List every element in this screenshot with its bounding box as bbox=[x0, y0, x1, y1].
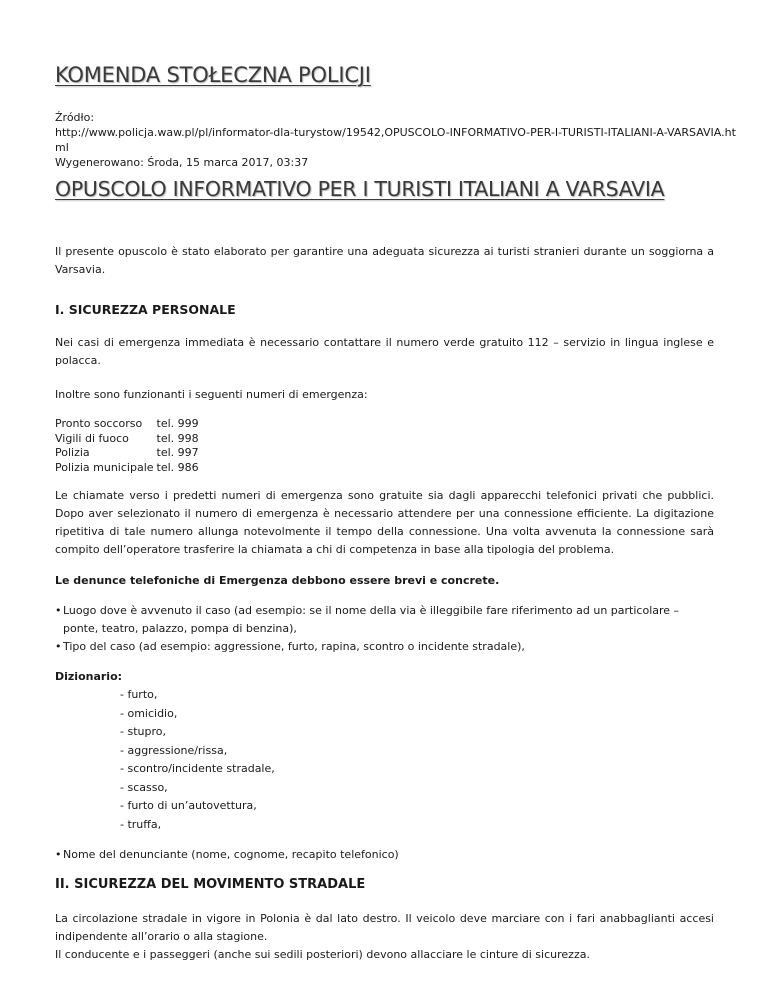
generated-timestamp: Wygenerowano: Środa, 15 marca 2017, 03:37 bbox=[55, 156, 309, 169]
list-item: - furto, bbox=[120, 688, 158, 701]
list-item: - omicidio, bbox=[120, 706, 178, 720]
service-name: Polizia bbox=[55, 446, 90, 459]
service-phone: tel. 999 bbox=[156, 417, 199, 430]
list-item: • Luogo dove è avvenuto il caso (ad esempio: se il nome della via è illeggibile fare riferimento ad un particolare – ponte, teatro, palazzo, pompa di benzina), bbox=[55, 602, 714, 638]
site-title: KOMENDA STOŁECZNA POLICJI bbox=[55, 63, 371, 87]
section-2-heading: II. SICUREZZA DEL MOVIMENTO STRADALE bbox=[55, 877, 366, 892]
list-item: - furto di un’autovettura, bbox=[120, 799, 257, 812]
service-name: Pronto soccorso bbox=[55, 417, 143, 430]
table-row bbox=[55, 417, 202, 432]
traffic-paragraph: La circolazione stradale in vigore in Polonia è dal lato destro. Il veicolo deve marciare con i fari anabbaglianti accesi indipendente all’orario o alla stagione. bbox=[55, 912, 714, 943]
bold-note: Le denunce telefoniche di Emergenza debbono essere brevi e concrete. bbox=[55, 574, 500, 587]
source-label: Źródło: bbox=[55, 111, 95, 124]
source-url[interactable]: http://www.policja.waw.pl/pl/informator-dla-turystow/19542,OPUSCOLO-INFORMATIVO-PER-I-TURISTI-ITALIANI-A-VARSAVIA.ht bbox=[55, 126, 736, 139]
table-row bbox=[55, 461, 202, 476]
calls-paragraph: Le chiamate verso i predetti numeri di emergenza sono gratuite sia dagli apparecchi telefonici privati che pubblici. Dopo aver selezionato il numero di emergenza è necessario attendere per una connessione efficiente. La digitazione ripetitiva di tale numero allunga notevolmente il tempo della connessione. Una volta avvenuta la connessione sarà compito dell’operatore trasferire la chiamata a chi di competenza in base alla tipologia del problema. bbox=[55, 489, 714, 556]
service-phone: tel. 986 bbox=[156, 460, 199, 474]
list-item: - stupro, bbox=[120, 725, 166, 738]
service-name: Vigili di fuoco bbox=[55, 431, 129, 445]
list-item: • Tipo del caso (ad esempio: aggressione, furto, rapina, scontro o incidente stradale), bbox=[55, 638, 714, 656]
source-url-continued[interactable]: ml bbox=[55, 141, 69, 154]
emergency-numbers-intro: Inoltre sono funzionanti i seguenti numeri di emergenza: bbox=[55, 388, 368, 401]
dictionary-label: Dizionario: bbox=[55, 670, 123, 683]
service-phone: tel. 997 bbox=[156, 446, 199, 459]
list-item: - aggressione/rissa, bbox=[120, 743, 228, 757]
list-item: - scasso, bbox=[120, 780, 168, 794]
emergency-112-paragraph: Nei casi di emergenza immediata è necessario contattare il numero verde gratuito 112 – servizio in lingua inglese e polacca. bbox=[55, 336, 714, 367]
section-1-heading: I. SICUREZZA PERSONALE bbox=[55, 302, 236, 317]
document-body bbox=[55, 243, 714, 964]
source-meta bbox=[55, 110, 736, 170]
intro-paragraph: Il presente opuscolo è stato elaborato per garantire una adeguata sicurezza ai turisti stranieri durante un soggiorna a Varsavia. bbox=[55, 245, 714, 276]
report-bullets bbox=[55, 602, 714, 656]
list-item: - scontro/incidente stradale, bbox=[120, 762, 275, 775]
reporter-bullet bbox=[55, 846, 714, 864]
table-row bbox=[55, 432, 202, 447]
service-phone: tel. 998 bbox=[156, 431, 199, 445]
emergency-numbers-table bbox=[55, 417, 202, 475]
seatbelt-paragraph: Il conducente e i passeggeri (anche sui sedili posteriori) devono allacciare le cinture di sicurezza. bbox=[55, 948, 590, 961]
dictionary-list bbox=[120, 686, 714, 834]
list-item: - truffa, bbox=[120, 817, 162, 831]
list-item: • Nome del denunciante (nome, cognome, recapito telefonico) bbox=[55, 846, 714, 864]
table-row bbox=[55, 446, 202, 461]
document-title: OPUSCOLO INFORMATIVO PER I TURISTI ITALIANI A VARSAVIA bbox=[55, 177, 665, 201]
service-name: Polizia municipale bbox=[55, 460, 154, 474]
